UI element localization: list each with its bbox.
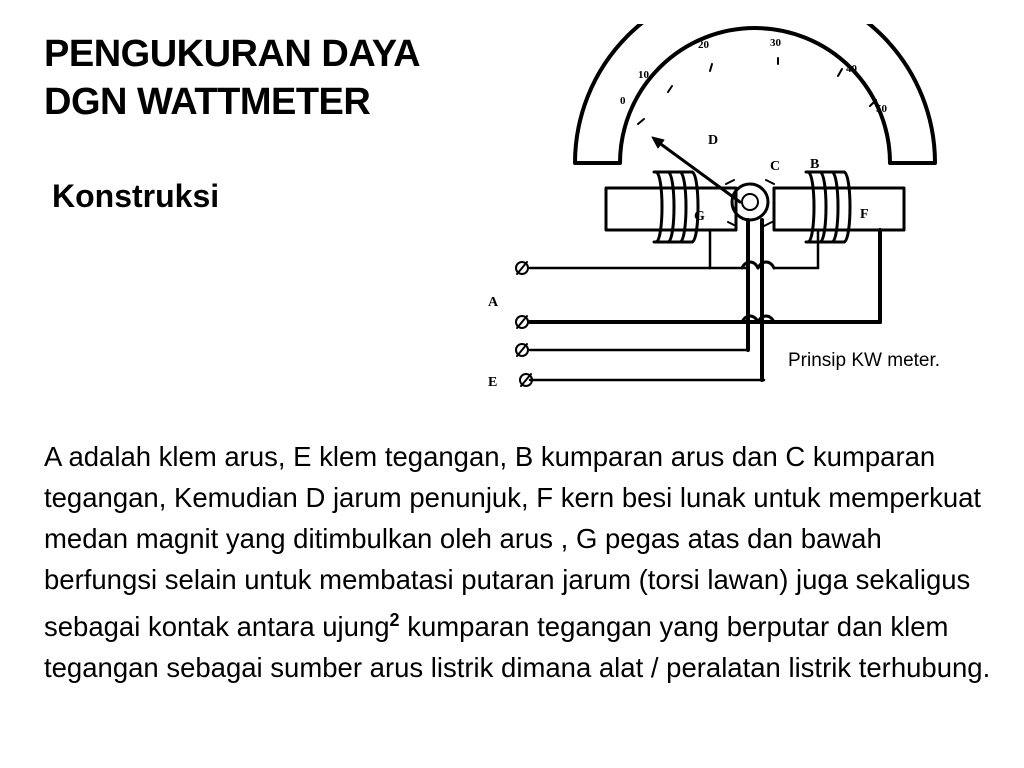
scale-label-0: 0 <box>620 95 626 107</box>
label-d: D <box>708 133 719 148</box>
scale-label-40: 40 <box>846 63 857 75</box>
terminals <box>516 262 532 386</box>
scale-label-50: 50 <box>876 103 887 115</box>
label-g: G <box>694 209 705 224</box>
meter-scale-arch <box>575 24 935 163</box>
label-a: A <box>488 295 499 310</box>
scale-label-10: 10 <box>638 69 649 81</box>
diagram-caption: Prinsip KW meter. <box>788 350 941 371</box>
slide-subtitle: Konstruksi <box>52 178 220 214</box>
body-superscript: 2 <box>389 610 400 630</box>
body-paragraph <box>44 436 994 688</box>
left-iron-core <box>606 188 736 230</box>
wattmeter-diagram <box>478 24 998 404</box>
scale-ticks <box>638 58 876 124</box>
label-c: C <box>770 159 781 174</box>
title-line-1: PENGUKURAN DAYA <box>44 33 421 75</box>
scale-label-30: 30 <box>770 37 781 49</box>
slide-title <box>44 30 420 126</box>
body-text-part-1: A adalah klem arus, E klem tegangan, B kumparan arus dan C kumparan tegangan, Kemudian D jarum penunjuk, F kern besi lunak untuk memperkuat medan magnit yang ditimbulkan oleh arus , G pegas atas dan bawah berfungsi selain untuk membatasi putaran jarum (torsi lawan) juga sekaligus sebagai kontak antara ujung <box>44 441 982 643</box>
body-text-part-2: kumparan tegangan yang berputar dan klem tegangan sebagai sumber arus listrik dimana alat / peralatan listrik terhubung. <box>44 611 991 684</box>
label-f: F <box>860 207 869 222</box>
label-b: B <box>810 157 820 172</box>
label-e: E <box>488 375 498 390</box>
scale-label-20: 20 <box>698 39 709 51</box>
title-line-2: DGN WATTMETER <box>44 81 371 123</box>
voltage-coil-inner <box>742 194 758 210</box>
